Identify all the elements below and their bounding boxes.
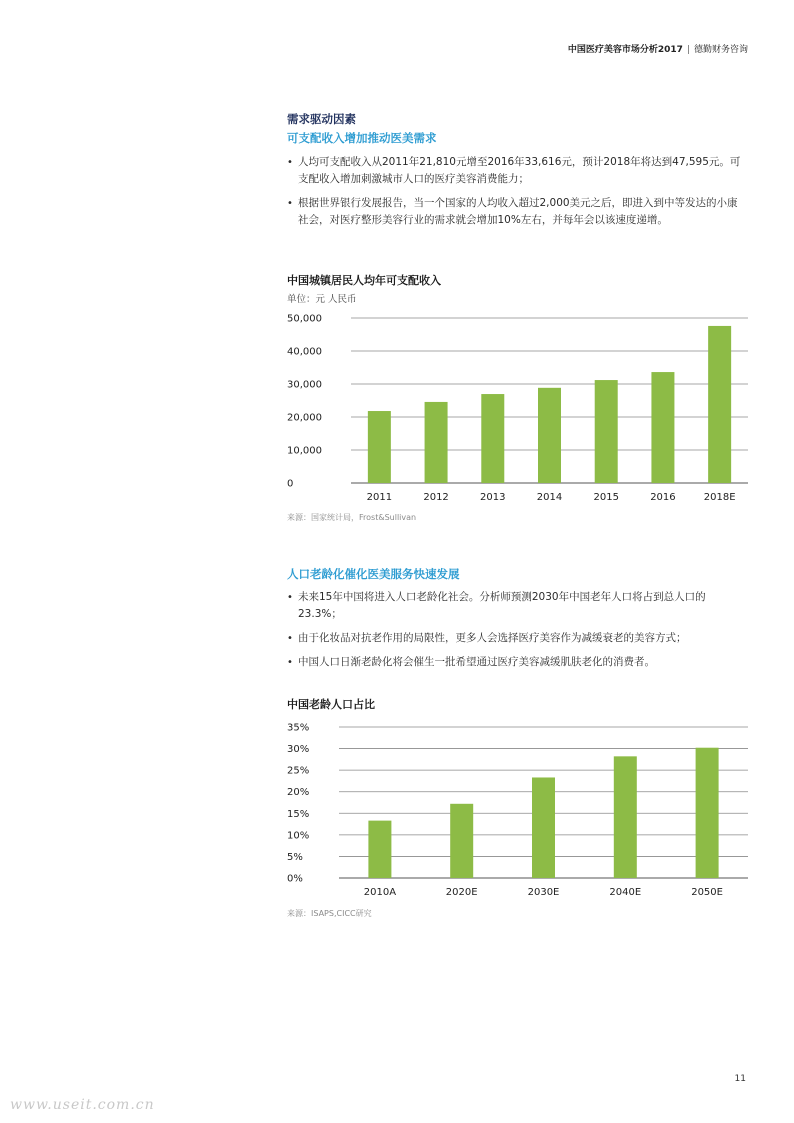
list-item [287,654,747,671]
list-item [287,154,747,188]
y-tick-label: 20,000 [287,412,322,424]
x-tick-label: 2013 [480,492,506,503]
bar [450,804,473,878]
bullet-text: 根据世界银行发展报告，当一个国家的人均收入超过2,000美元之后，即进入到中等发达的小康社会，对医疗整形美容行业的需求就会增加10%左右，并每年会以该速度递增。 [298,197,738,226]
y-tick-label: 40,000 [287,346,322,358]
x-tick-label: 2030E [527,887,560,898]
bar [538,388,561,483]
chart1-unit: 单位：元 人民币 [287,294,357,305]
bar [651,372,674,483]
x-tick-label: 2018E [703,492,736,503]
x-tick-label: 2015 [593,492,619,503]
page-number: 11 [734,1074,746,1084]
bar [532,777,555,878]
y-tick-label: 20% [287,787,310,799]
list-item [287,195,747,229]
bullet-text: 由于化妆品对抗老作用的局限性，更多人会选择医疗美容作为减缓衰老的美容方式； [298,632,687,644]
bar [425,402,448,483]
x-tick-label: 2020E [445,887,478,898]
chart1-income-bar-chart [0,305,794,515]
bar [595,380,618,483]
x-tick-label: 2050E [691,887,723,898]
chart2-source: 来源：ISAPS,CICC研究 [287,909,372,918]
chart1-title: 中国城镇居民人均年可支配收入 [287,274,441,287]
bar [481,394,504,483]
bar [368,411,391,483]
bullet-text: 人均可支配收入从2011年21,810元增至2016年33,616元，预计2018年将达到47,595元。可支配收入增加刺激城市人口的医疗美容消费能力； [298,156,741,185]
bullet-icon: • [287,657,293,668]
chart2-title: 中国老龄人口占比 [287,698,375,711]
income-bullet-list [287,154,747,236]
x-tick-label: 2010A [363,887,397,898]
bar [708,326,731,483]
bullet-icon: • [287,157,293,168]
y-tick-label: 25% [287,765,310,777]
y-tick-label: 5% [287,851,303,863]
section-subheading-income: 可支配收入增加推动医美需求 [287,131,437,145]
y-tick-label: 30% [287,744,310,756]
bar [368,821,391,878]
x-tick-label: 2012 [423,492,449,503]
y-tick-label: 50,000 [287,313,322,325]
section-heading: 需求驱动因素 [287,112,356,126]
bullet-text: 未来15年中国将进入人口老龄化社会。分析师预测2030年中国老年人口将占到总人口的23.3%； [298,591,706,620]
y-tick-label: 10% [287,830,310,842]
bullet-icon: • [287,633,293,644]
publisher-name: 德勤财务咨询 [693,45,748,55]
list-item [287,589,747,623]
report-title: 中国医疗美容市场分析2017 [567,45,683,55]
x-tick-label: 2040E [609,887,642,898]
bullet-icon: • [287,198,293,209]
page-header [568,42,748,55]
bar [614,756,637,878]
y-tick-label: 0% [287,873,303,885]
section-subheading-aging: 人口老龄化催化医美服务快速发展 [287,567,460,581]
watermark-text: www.useit.com.cn [10,1097,155,1113]
y-tick-label: 35% [287,722,310,734]
y-tick-label: 0 [287,478,294,490]
chart1-source: 来源：国家统计局，Frost&Sullivan [287,513,417,522]
list-item [287,630,747,647]
bullet-icon: • [287,592,293,603]
chart2-aging-bar-chart [0,715,794,905]
x-tick-label: 2014 [536,492,563,503]
x-tick-label: 2011 [366,492,393,503]
x-tick-label: 2016 [650,492,676,503]
header-separator: | [686,45,690,55]
bullet-text: 中国人口日渐老龄化将会催生一批希望通过医疗美容减缓肌肤老化的消费者。 [298,656,655,668]
aging-bullet-list [287,589,747,678]
y-tick-label: 30,000 [287,379,322,391]
y-tick-label: 15% [287,808,310,820]
y-tick-label: 10,000 [287,445,322,457]
bar [696,748,719,878]
